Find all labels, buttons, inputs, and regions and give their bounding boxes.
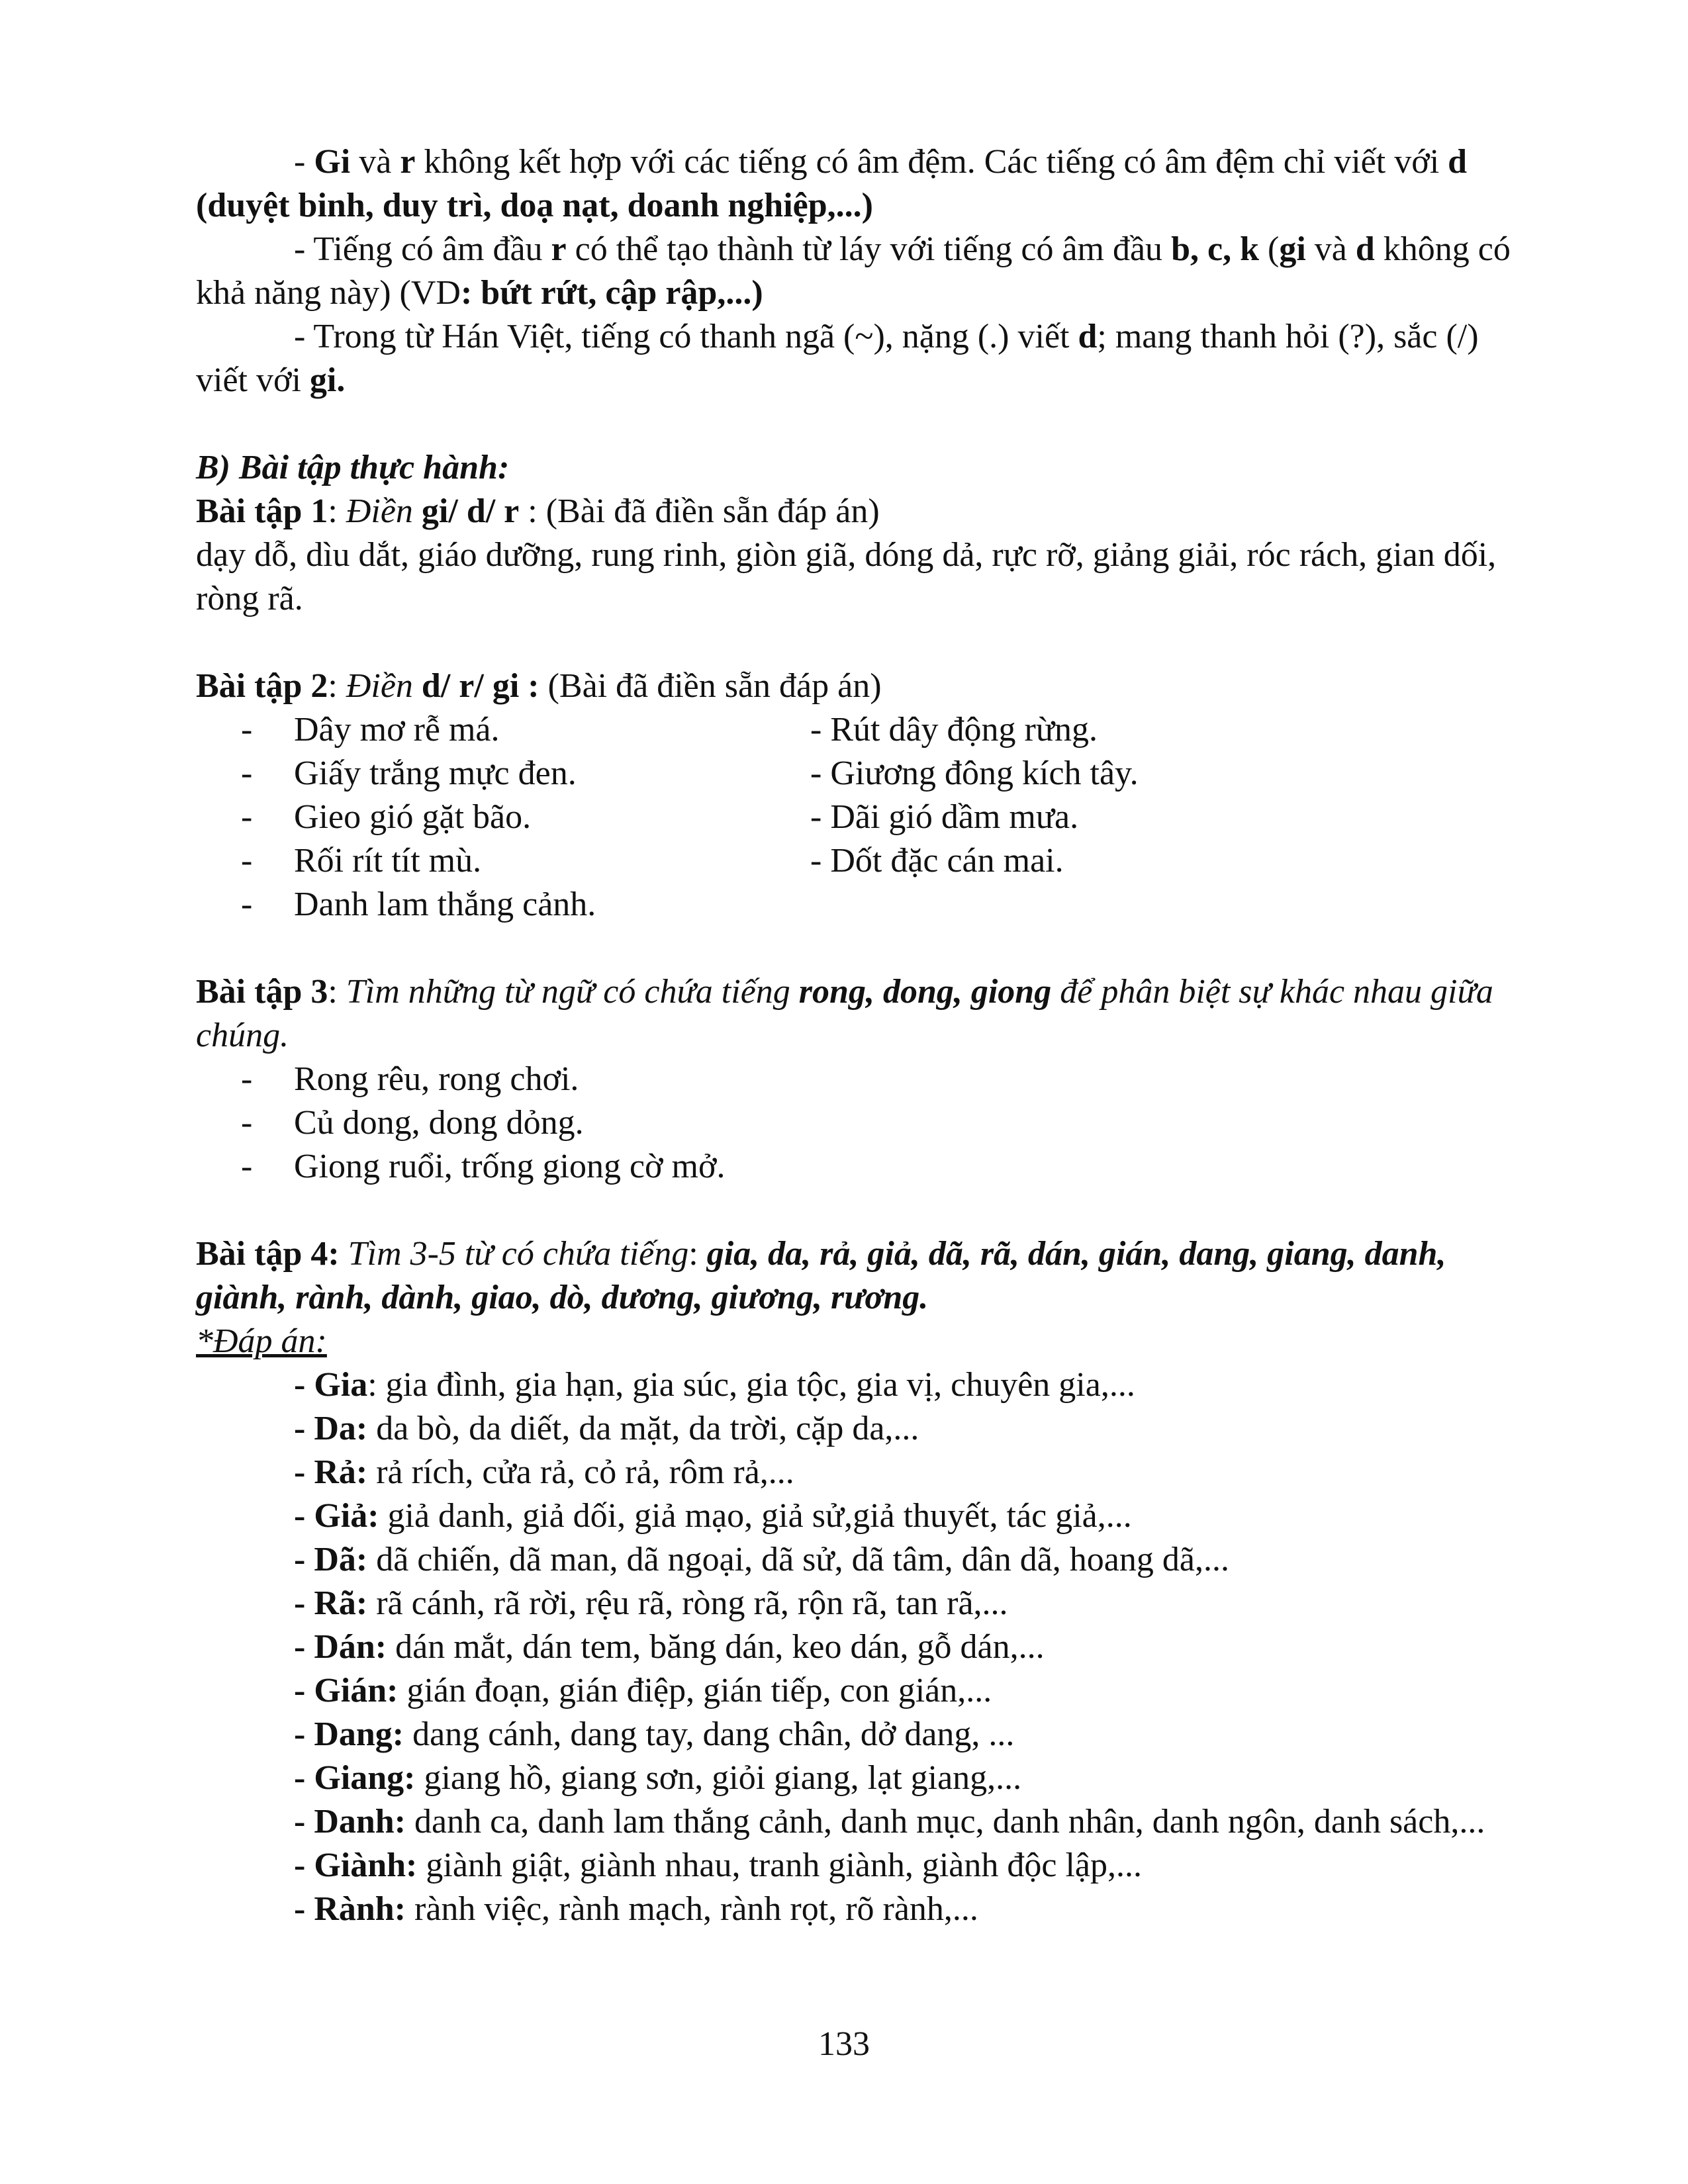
idiom-left: Rối rít tít mù. <box>294 842 482 880</box>
answer-key: - Dang: <box>294 1715 404 1753</box>
idiom-right: - Dốt đặc cán mai. <box>810 842 1064 880</box>
answer-key: - Dán: <box>294 1628 387 1666</box>
rule-text: - <box>294 143 314 181</box>
exercise-2-instruction-bold: d/ r/ gi : <box>421 667 539 705</box>
answer-row <box>294 1407 1513 1451</box>
rule-text: - Tiếng có âm đầu <box>294 230 551 268</box>
answer-key: - Gia <box>294 1366 368 1404</box>
answer-sep <box>398 1672 406 1709</box>
answer-text: rả rích, cửa rả, cỏ rả, rôm rả,... <box>376 1453 794 1491</box>
idiom-right: - Rút dây động rừng. <box>810 711 1098 749</box>
rule-text: và <box>1305 230 1356 268</box>
idiom-left: Danh lam thắng cảnh. <box>294 886 596 923</box>
list-item: - Gieo gió gặt bão. - Dãi gió dầm mưa. <box>196 796 1513 839</box>
rule-bold: gi. <box>309 361 346 399</box>
answer-row <box>294 1363 1513 1407</box>
answer-row <box>294 1756 1513 1800</box>
answer-row <box>294 1538 1513 1582</box>
answer-sep <box>406 1890 414 1928</box>
rule-text: và <box>350 143 400 181</box>
answer-key: - Rã: <box>294 1584 368 1622</box>
answer-sep <box>367 1410 376 1447</box>
list-item: - Củ dong, dong dỏng. <box>241 1104 584 1142</box>
answer-label <box>196 1320 1513 1363</box>
answer-text: giang hồ, giang sơn, giỏi giang, lạt giang,... <box>424 1759 1022 1797</box>
list-item-text: Củ dong, dong dỏng. <box>294 1104 584 1142</box>
answer-label-text: *Đáp án: <box>196 1322 327 1360</box>
rule-text: ( <box>1258 230 1280 268</box>
answer-row <box>294 1625 1513 1669</box>
answer-key: - Rả: <box>294 1453 368 1491</box>
exercise-3-list <box>196 1058 1513 1189</box>
answer-key: - Da: <box>294 1410 368 1447</box>
idiom-right: - Giương đông kích tây. <box>810 754 1139 792</box>
rule-bold: Gi <box>314 143 351 181</box>
answer-sep <box>367 1541 376 1578</box>
rule-paragraph-3 <box>196 315 1513 402</box>
rule-bold: r <box>400 143 416 181</box>
list-item-text: Giong ruổi, trống giong cờ mở. <box>294 1148 726 1185</box>
rule-bold: b, c, k <box>1171 230 1259 268</box>
answer-row <box>294 1888 1513 1931</box>
exercise-1-instruction-bold: gi/ d/ r <box>421 492 520 530</box>
answer-sep: : <box>367 1366 386 1404</box>
answer-text: giả danh, giả dối, giả mạo, giả sử,giả thuyết, tác giả,... <box>387 1497 1132 1535</box>
answer-key: - Danh: <box>294 1803 406 1841</box>
answer-row <box>294 1844 1513 1888</box>
page-number: 133 <box>818 2025 870 2063</box>
section-heading-text: B) Bài tập thực hành: <box>196 449 510 486</box>
exercise-3-instruction-bold: rong, dong, giong <box>798 973 1052 1011</box>
answer-sep <box>406 1803 414 1841</box>
answer-text: rành việc, rành mạch, rành rọt, rõ rành,... <box>414 1890 978 1928</box>
rule-bold: : bứt rứt, cập rập,...) <box>460 274 763 312</box>
answer-sep <box>387 1628 395 1666</box>
exercise-3-instruction-end: để phân biệt sự khác nhau giữa chúng. <box>196 973 1493 1054</box>
exercise-1-label: Bài tập 1 <box>196 492 328 530</box>
answer-key: - Giành: <box>294 1846 418 1884</box>
exercise-4-answers <box>196 1363 1513 1931</box>
exercise-1-answer: dạy dỗ, dìu dắt, giáo dưỡng, rung rinh, giòn giã, dóng dả, rực rỡ, giảng giải, róc rách, gian dối, ròng rã. <box>196 536 1497 617</box>
exercise-4-title <box>196 1232 1513 1320</box>
rule-bold: d (duyệt binh, duy trì, doạ nạt, doanh nghiệp,...) <box>196 143 1468 224</box>
exercise-1-title <box>196 490 1513 533</box>
rule-text: có thể tạo thành từ láy với tiếng có âm đầu <box>566 230 1172 268</box>
exercise-3-colon: : <box>328 973 346 1011</box>
idiom-left: Gieo gió gặt bão. <box>294 798 532 836</box>
answer-sep <box>367 1453 376 1491</box>
rule-bold: d <box>1078 318 1098 355</box>
list-item: - Dây mơ rễ má. - Rút dây động rừng. <box>196 708 1513 752</box>
exercise-4-words: gia, da, rả, giả, dã, rã, dán, gián, dang, giang, danh, giành, rành, dành, giao, dò, dương, giương, rương. <box>196 1235 1446 1316</box>
answer-key: - Giang: <box>294 1759 416 1797</box>
document-page <box>196 140 1513 1931</box>
rule-paragraph-1 <box>196 140 1513 228</box>
answer-sep <box>417 1846 426 1884</box>
exercise-2-list <box>196 708 1513 927</box>
answer-key: - Gián: <box>294 1672 399 1709</box>
answer-text: gia đình, gia hạn, gia súc, gia tộc, gia vị, chuyên gia,... <box>385 1366 1135 1404</box>
answer-sep <box>415 1759 424 1797</box>
rule-paragraph-2 <box>196 228 1513 315</box>
answer-row <box>294 1669 1513 1713</box>
exercise-1-colon: : <box>328 492 346 530</box>
answer-text: danh ca, danh lam thắng cảnh, danh mục, danh nhân, danh ngôn, danh sách,... <box>414 1803 1485 1841</box>
list-item: - Giấy trắng mực đen. - Giương đông kích tây. <box>196 752 1513 796</box>
exercise-4-instruction: Tìm 3-5 từ có chứa tiếng <box>339 1235 689 1273</box>
rule-text: ; mang thanh hỏi (?), sắc (/) viết với <box>196 318 1479 399</box>
answer-sep <box>404 1715 412 1753</box>
section-heading <box>196 446 1513 490</box>
answer-text: gián đoạn, gián điệp, gián tiếp, con gián,... <box>406 1672 992 1709</box>
answer-row <box>294 1713 1513 1756</box>
answer-text: giành giật, giành nhau, tranh giành, giành độc lập,... <box>426 1846 1142 1884</box>
rule-text: không có khả năng này) (VD <box>196 230 1511 312</box>
answer-key: - Giả: <box>294 1497 379 1535</box>
exercise-2-note: (Bài đã điền sẵn đáp án) <box>539 667 882 705</box>
rule-bold: d <box>1355 230 1375 268</box>
rule-text: - Trong từ Hán Việt, tiếng có thanh ngã (~), nặng (.) viết <box>294 318 1078 355</box>
exercise-4-colon: : <box>688 1235 707 1273</box>
list-item: - Giong ruổi, trống giong cờ mở. <box>241 1148 726 1185</box>
answer-sep <box>379 1497 388 1535</box>
rule-text: không kết hợp với các tiếng có âm đệm. Các tiếng có âm đệm chỉ viết với <box>415 143 1448 181</box>
answer-text: dán mắt, dán tem, băng dán, keo dán, gỗ dán,... <box>395 1628 1045 1666</box>
answer-text: rã cánh, rã rời, rệu rã, ròng rã, rộn rã, tan rã,... <box>376 1584 1008 1622</box>
rule-bold: r <box>551 230 567 268</box>
list-item: - Danh lam thắng cảnh. <box>196 883 1513 927</box>
answer-row <box>294 1800 1513 1844</box>
answer-text: dang cánh, dang tay, dang chân, dở dang, ... <box>412 1715 1015 1753</box>
list-item: - Rối rít tít mù. - Dốt đặc cán mai. <box>196 839 1513 883</box>
exercise-2-title <box>196 664 1513 708</box>
answer-row <box>294 1582 1513 1625</box>
idiom-right: - Dãi gió dầm mưa. <box>810 798 1079 836</box>
exercise-4-label: Bài tập 4: <box>196 1235 340 1273</box>
exercise-3-label: Bài tập 3 <box>196 973 328 1011</box>
exercise-1-instruction: Điền <box>346 492 422 530</box>
list-item: - Rong rêu, rong chơi. <box>241 1060 579 1098</box>
exercise-2-instruction: Điền <box>346 667 422 705</box>
list-item-text: Rong rêu, rong chơi. <box>294 1060 579 1098</box>
exercise-1-note: : (Bài đã điền sẵn đáp án) <box>519 492 880 530</box>
answer-row <box>294 1451 1513 1494</box>
exercise-2-colon: : <box>328 667 346 705</box>
answer-row <box>294 1494 1513 1538</box>
answer-key: - Dã: <box>294 1541 368 1578</box>
answer-key: - Rành: <box>294 1890 406 1928</box>
exercise-2-label: Bài tập 2 <box>196 667 328 705</box>
rule-bold: gi <box>1279 230 1306 268</box>
idiom-left: Dây mơ rễ má. <box>294 711 500 749</box>
answer-sep <box>367 1584 376 1622</box>
exercise-3-instruction: Tìm những từ ngữ có chứa tiếng <box>346 973 799 1011</box>
answer-text: da bò, da diết, da mặt, da trời, cặp da,... <box>376 1410 919 1447</box>
answer-text: dã chiến, dã man, dã ngoại, dã sử, dã tâm, dân dã, hoang dã,... <box>376 1541 1229 1578</box>
idiom-left: Giấy trắng mực đen. <box>294 754 577 792</box>
exercise-3-title <box>196 970 1513 1058</box>
